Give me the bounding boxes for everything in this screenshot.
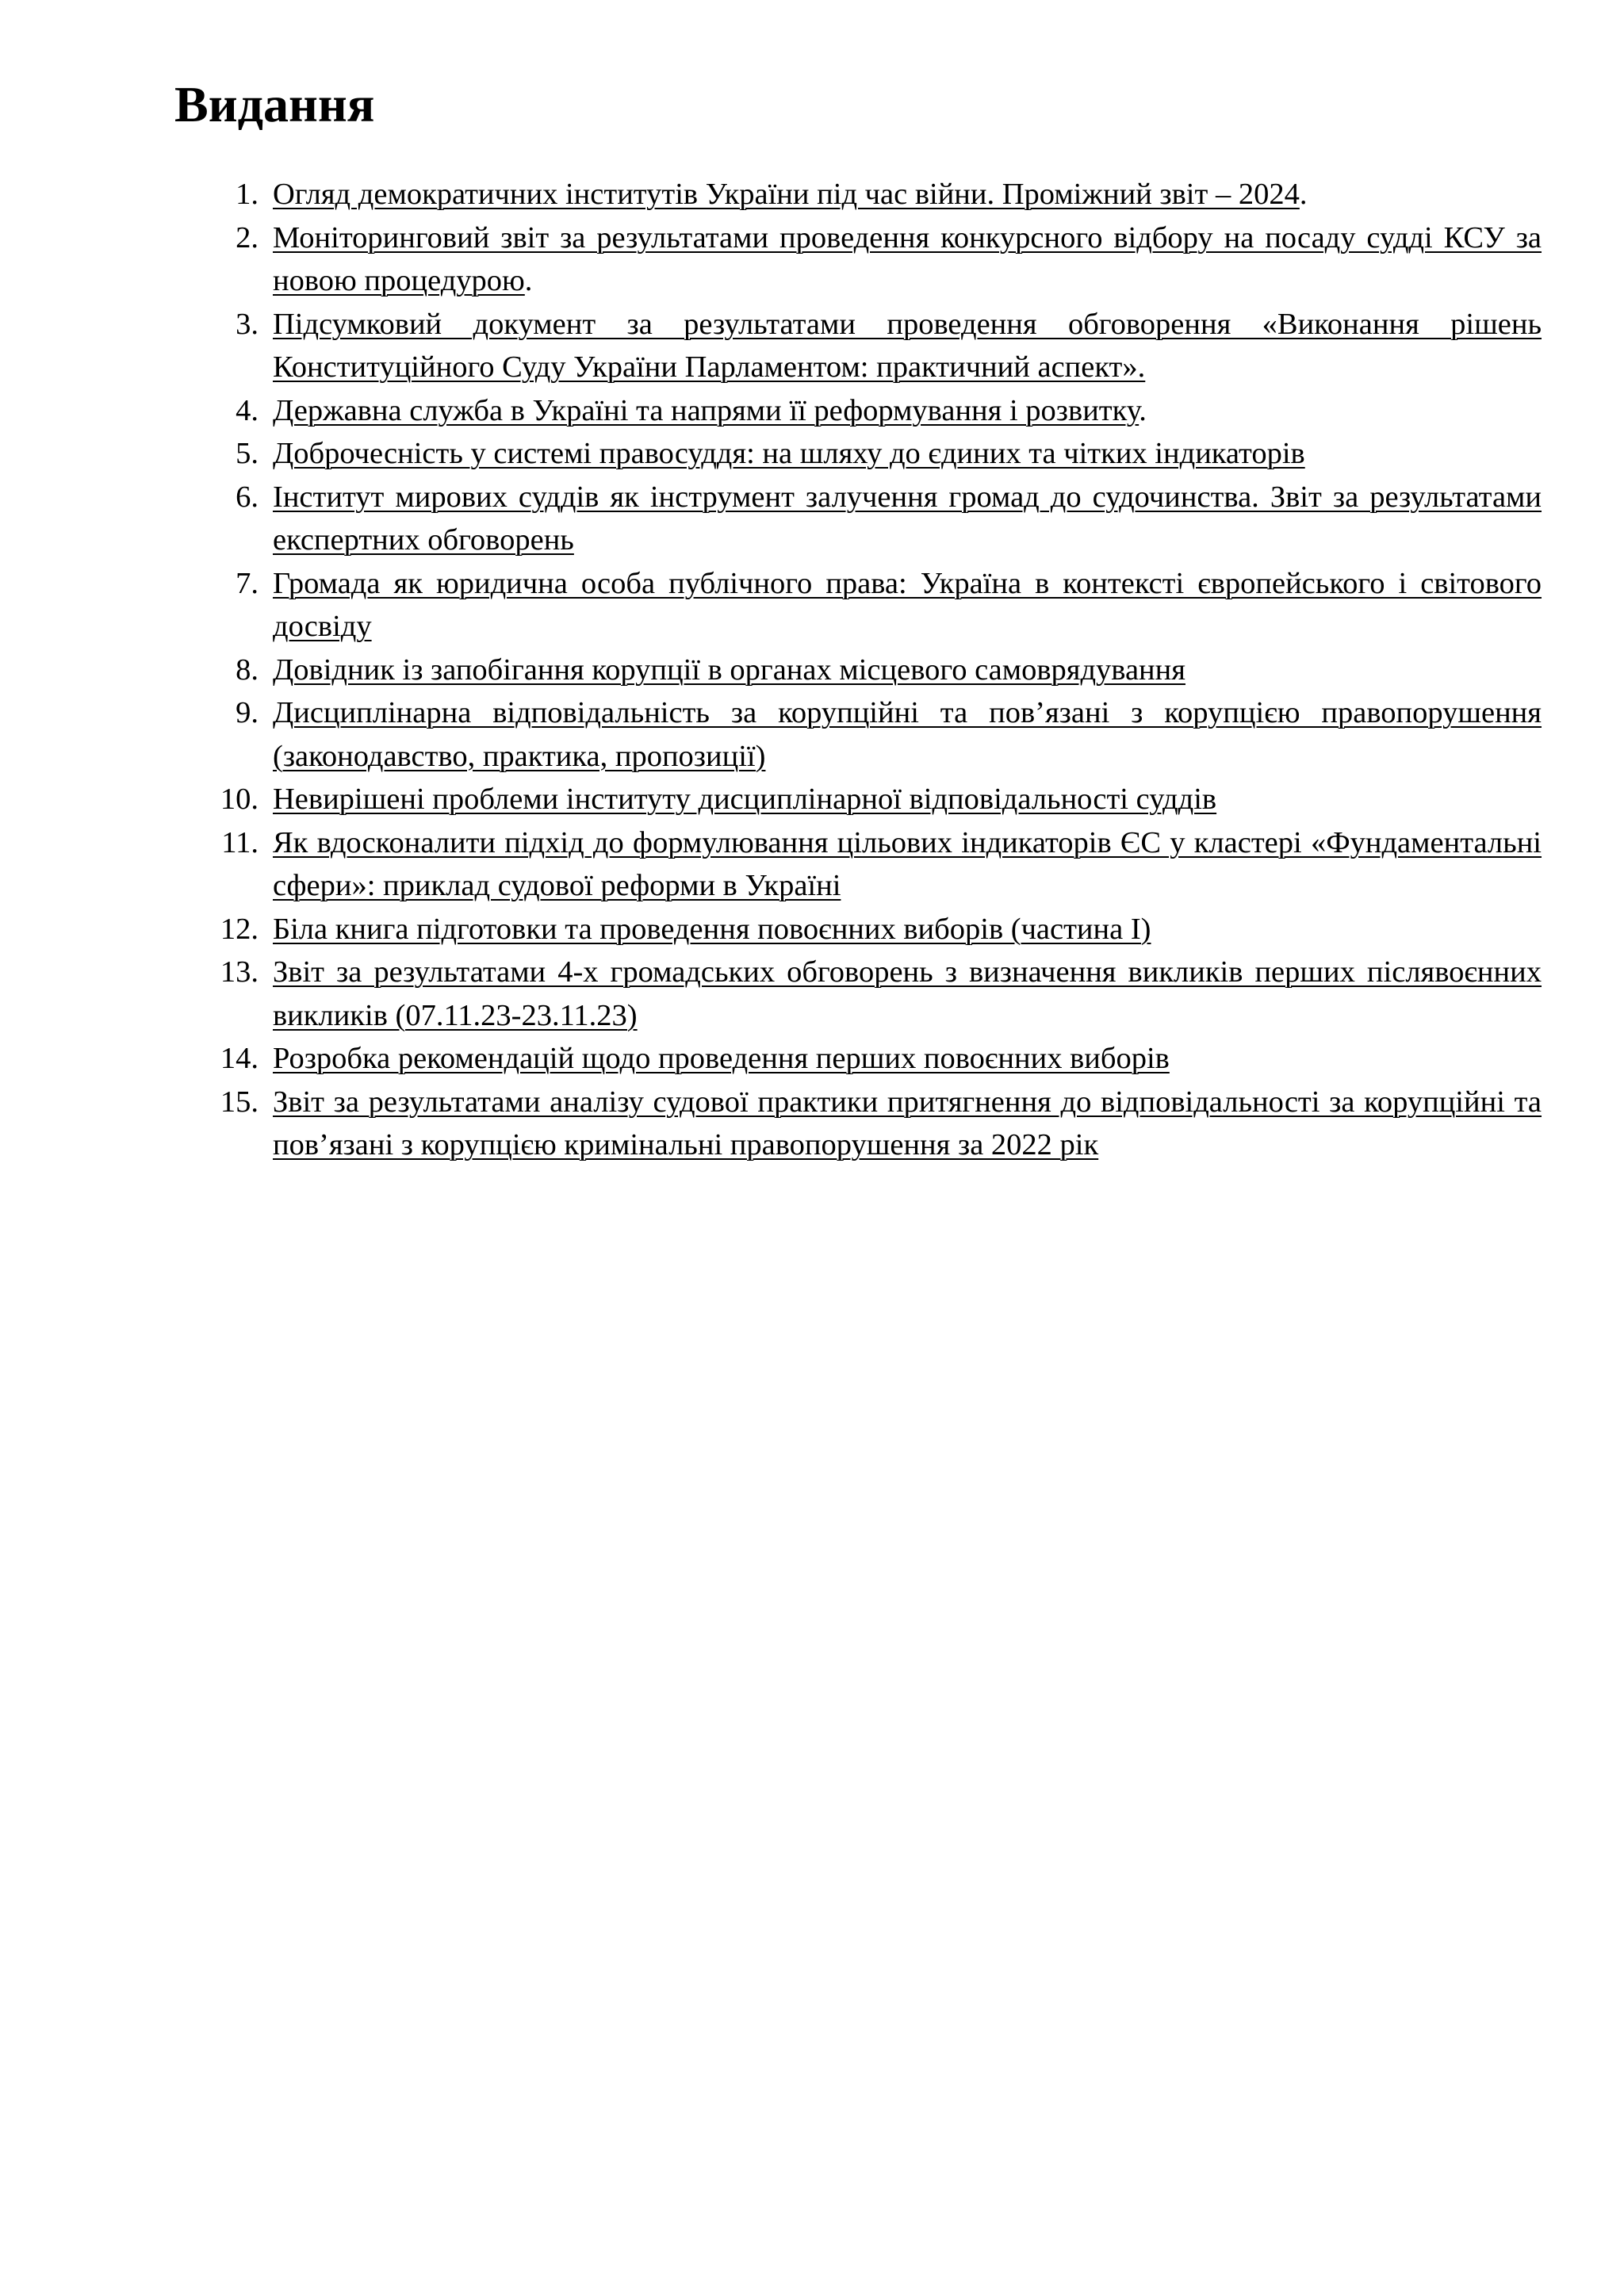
publication-link[interactable]: Доброчесність у системі правосуддя: на шляху до єдиних та чітких індикаторів [273, 437, 1305, 470]
publication-item [174, 389, 1542, 433]
publication-item [174, 778, 1542, 821]
publication-entry [273, 562, 1542, 649]
publication-number: 12. [220, 912, 259, 946]
publication-link[interactable]: Моніторинговий звіт за результатами проведення конкурсного відбору на посаду судді КСУ за новою процедурою [273, 220, 1542, 297]
publication-link[interactable]: Державна служба в Україні та напрями її реформування і розвитку [273, 393, 1139, 427]
publication-number: 1. [236, 178, 259, 211]
publication-item [174, 1081, 1542, 1167]
publication-item [174, 821, 1542, 908]
publication-number: 6. [236, 480, 259, 514]
publication-number: 8. [236, 652, 259, 687]
publication-item [174, 562, 1542, 649]
publication-item [174, 691, 1542, 778]
publication-link[interactable]: Звіт за результатами аналізу судової практики притягнення до відповідальності за корупційні та пов’язані з корупцією кримінальні правопорушення за 2022 рік [273, 1085, 1542, 1161]
publication-list [174, 173, 1542, 1167]
publication-item [174, 432, 1542, 476]
publication-number: 11. [221, 825, 259, 859]
publication-trailing-punctuation: . [1299, 178, 1308, 211]
page-title: Видання [174, 76, 375, 132]
publication-trailing-punctuation: . [1139, 393, 1147, 427]
publication-number: 5. [236, 437, 259, 470]
publication-trailing-punctuation: . [524, 264, 533, 297]
publication-entry [273, 173, 1542, 216]
publication-item [174, 216, 1542, 303]
publication-entry [273, 951, 1542, 1037]
publication-item [174, 303, 1542, 389]
publication-entry [273, 821, 1542, 908]
publication-item [174, 908, 1542, 951]
publication-item [174, 1037, 1542, 1081]
publication-entry [273, 476, 1542, 562]
publication-link[interactable]: Підсумковий документ за результатами проведення обговорення «Виконання рішень Конституційного Суду України Парламентом: практичний аспект». [273, 307, 1542, 384]
publication-link[interactable]: Як вдосконалити підхід до формулювання цільових індикаторів ЄС у кластері «Фундаментальні сфери»: приклад судової реформи в Україні [273, 825, 1542, 902]
publication-entry [273, 691, 1542, 778]
publication-entry [273, 432, 1542, 476]
publication-entry [273, 778, 1542, 821]
publication-link[interactable]: Розробка рекомендацій щодо проведення перших повоєнних виборів [273, 1042, 1170, 1075]
publication-link[interactable]: Невирішені проблеми інституту дисциплінарної відповідальності суддів [273, 783, 1217, 816]
publication-number: 7. [236, 566, 259, 600]
publication-entry [273, 216, 1542, 303]
publication-entry [273, 303, 1542, 389]
publication-link[interactable]: Дисциплінарна відповідальність за корупційні та пов’язані з корупцією правопорушення (законодавство, практика, пропозиції) [273, 696, 1542, 773]
publication-item [174, 173, 1542, 216]
publication-number: 14. [220, 1042, 259, 1075]
publication-number: 10. [220, 783, 259, 816]
publication-link[interactable]: Звіт за результатами 4-х громадських обговорень з визначення викликів перших післявоєнних викликів (07.11.23-23.11.23) [273, 955, 1542, 1032]
publication-link[interactable]: Інститут мирових суддів як інструмент залучення громад до судочинства. Звіт за результатами експертних обговорень [273, 480, 1542, 557]
publication-entry [273, 649, 1542, 692]
publication-number: 4. [236, 393, 259, 427]
publication-entry [273, 1081, 1542, 1167]
publication-number: 15. [220, 1085, 259, 1119]
publication-entry [273, 1037, 1542, 1081]
publication-entry [273, 908, 1542, 951]
publication-number: 2. [236, 220, 259, 254]
publication-link[interactable]: Біла книга підготовки та проведення повоєнних виборів (частина І) [273, 912, 1151, 946]
publication-link[interactable]: Громада як юридична особа публічного права: Україна в контексті європейського і світового досвіду [273, 566, 1542, 643]
publication-item [174, 951, 1542, 1037]
publication-link[interactable]: Довідник із запобігання корупції в органах місцевого самоврядування [273, 652, 1185, 687]
publication-item [174, 649, 1542, 692]
publication-item [174, 476, 1542, 562]
publication-number: 3. [236, 307, 259, 341]
publication-number: 13. [220, 955, 259, 989]
publication-number: 9. [236, 696, 259, 729]
publication-link[interactable]: Огляд демократичних інститутів України під час війни. Проміжний звіт – 2024 [273, 178, 1300, 211]
publication-entry [273, 389, 1542, 433]
